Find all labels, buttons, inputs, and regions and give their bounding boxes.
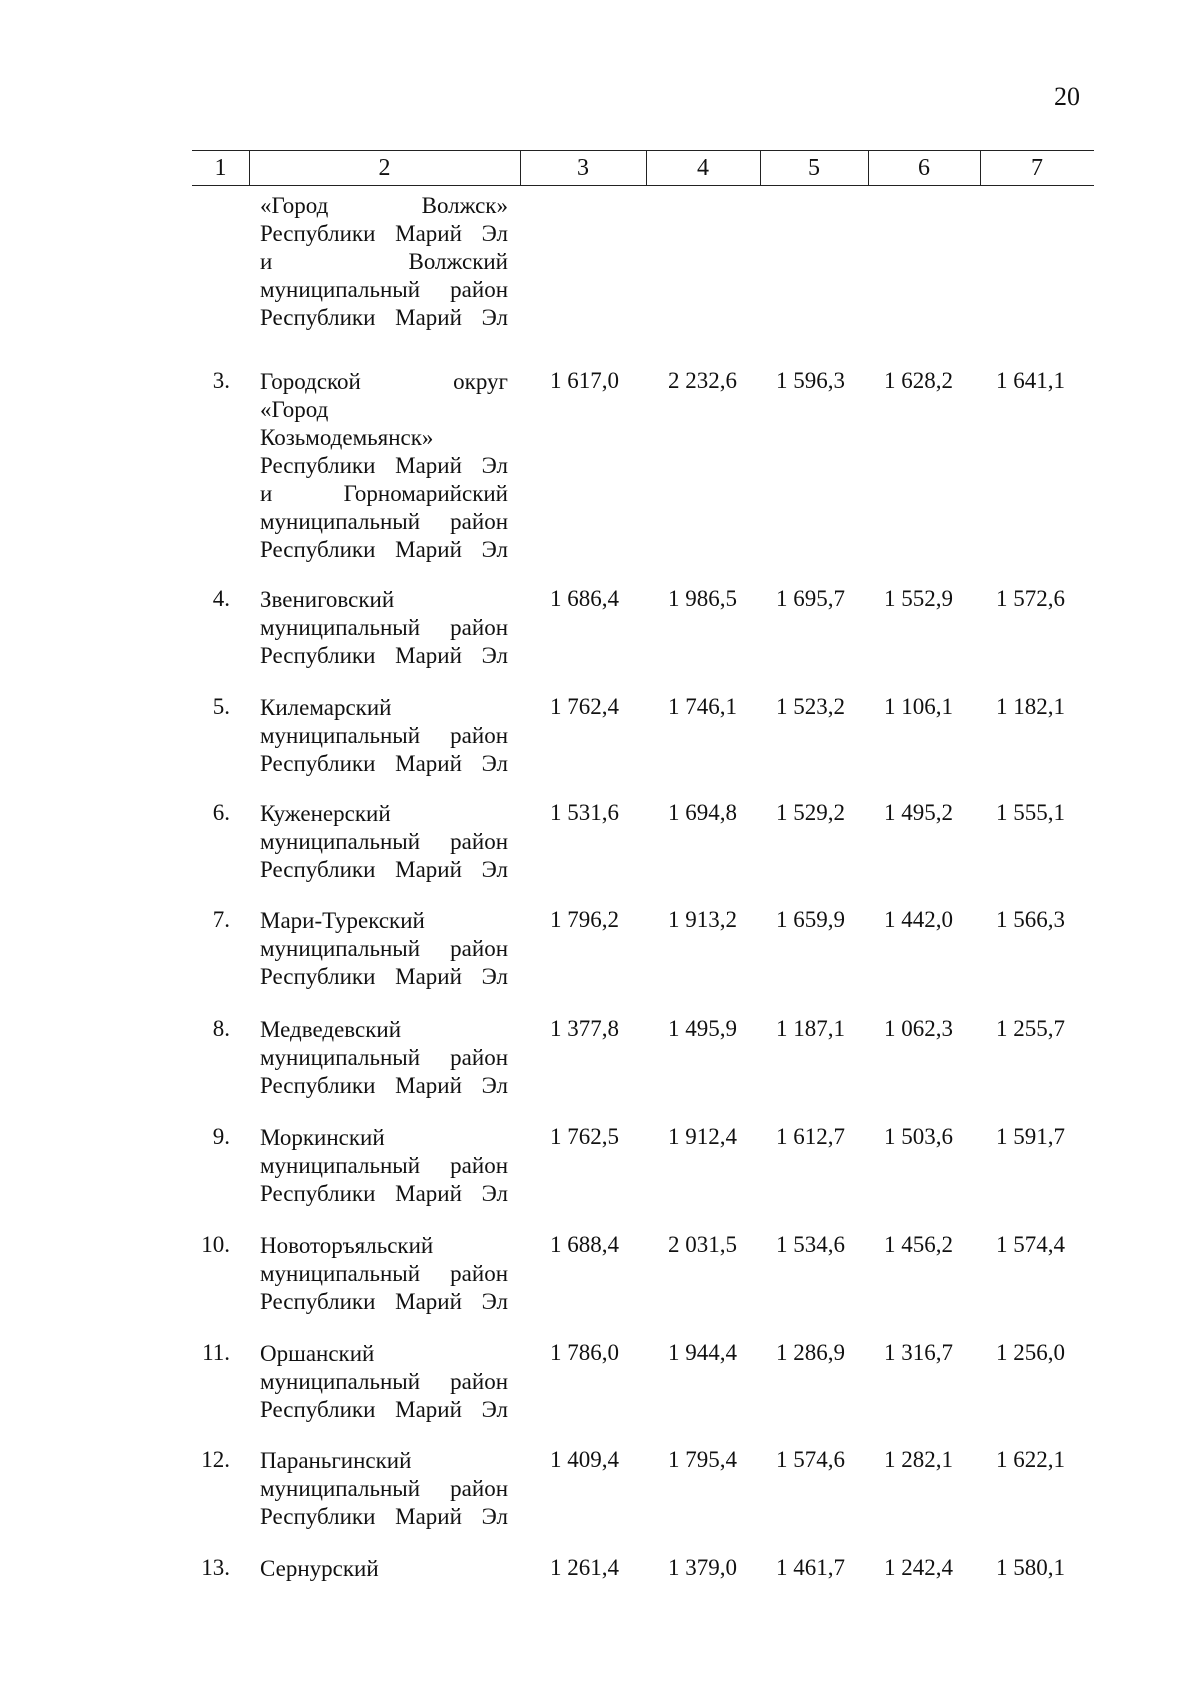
value-col-3: 1 409,4 <box>550 1447 619 1472</box>
row-name <box>260 1232 508 1316</box>
value-col-7: 1 622,1 <box>996 1447 1065 1472</box>
column-header-4: 4 <box>697 155 709 181</box>
row-name <box>260 1447 508 1531</box>
row-number: 6. <box>212 800 230 825</box>
row-name-line: муниципальный район <box>260 936 508 961</box>
value-col-4: 1 495,9 <box>668 1016 737 1041</box>
value-col-6: 1 495,2 <box>884 800 953 825</box>
row-name <box>260 1124 508 1208</box>
row-name <box>260 368 508 564</box>
row-name <box>260 192 508 332</box>
value-col-7: 1 641,1 <box>996 368 1065 393</box>
value-col-7: 1 574,4 <box>996 1232 1065 1257</box>
row-number: 11. <box>202 1340 230 1365</box>
row-name-line: Республики Марий Эл <box>260 643 508 668</box>
row-name-line: Куженерский <box>260 801 391 826</box>
value-col-6: 1 456,2 <box>884 1232 953 1257</box>
row-number: 8. <box>212 1016 230 1041</box>
value-col-3: 1 762,4 <box>550 694 619 719</box>
row-name-line: муниципальный район <box>260 723 508 748</box>
value-col-6: 1 316,7 <box>884 1340 953 1365</box>
value-col-3: 1 688,4 <box>550 1232 619 1257</box>
value-col-5: 1 529,2 <box>776 800 845 825</box>
row-name-line: муниципальный район <box>260 277 508 302</box>
row-name-line: «Город Волжск» <box>260 193 508 218</box>
row-name-line: муниципальный район <box>260 829 508 854</box>
row-name <box>260 586 508 670</box>
column-header-5: 5 <box>808 155 820 181</box>
row-name-line: Республики Марий Эл <box>260 1073 508 1098</box>
row-name-line: Республики Марий Эл <box>260 1289 508 1314</box>
row-name-line: Республики Марий Эл <box>260 964 508 989</box>
value-col-7: 1 580,1 <box>996 1555 1065 1580</box>
value-col-6: 1 503,6 <box>884 1124 953 1149</box>
value-col-4: 1 944,4 <box>668 1340 737 1365</box>
value-col-3: 1 762,5 <box>550 1124 619 1149</box>
row-number: 10. <box>201 1232 230 1257</box>
value-col-5: 1 695,7 <box>776 586 845 611</box>
value-col-7: 1 255,7 <box>996 1016 1065 1041</box>
value-col-3: 1 377,8 <box>550 1016 619 1041</box>
row-name-line: Звениговский <box>260 587 395 612</box>
row-name-line: муниципальный район <box>260 1476 508 1501</box>
page-number: 20 <box>1054 82 1080 111</box>
table-header <box>192 150 1094 186</box>
row-name-line: Республики Марий Эл <box>260 857 508 882</box>
row-name-line: Городской округ <box>260 369 508 394</box>
value-col-3: 1 686,4 <box>550 586 619 611</box>
row-name-line: Параньгинский <box>260 1448 412 1473</box>
row-name-line: Республики Марий Эл <box>260 537 508 562</box>
row-name-line: Республики Марий Эл <box>260 1397 508 1422</box>
value-col-5: 1 612,7 <box>776 1124 845 1149</box>
value-col-4: 1 746,1 <box>668 694 737 719</box>
value-col-7: 1 256,0 <box>996 1340 1065 1365</box>
value-col-6: 1 442,0 <box>884 907 953 932</box>
value-col-3: 1 531,6 <box>550 800 619 825</box>
value-col-3: 1 617,0 <box>550 368 619 393</box>
value-col-4: 2 031,5 <box>668 1232 737 1257</box>
value-col-6: 1 552,9 <box>884 586 953 611</box>
value-col-6: 1 106,1 <box>884 694 953 719</box>
column-header-1: 1 <box>214 155 227 181</box>
row-name-line: Новоторъяльский <box>260 1233 434 1258</box>
value-col-4: 2 232,6 <box>668 368 737 393</box>
value-col-7: 1 572,6 <box>996 586 1065 611</box>
value-col-3: 1 786,0 <box>550 1340 619 1365</box>
column-header-6: 6 <box>918 155 930 181</box>
value-col-4: 1 379,0 <box>668 1555 737 1580</box>
value-col-5: 1 596,3 <box>776 368 845 393</box>
row-name-line: Оршанский <box>260 1341 375 1366</box>
row-name-line: муниципальный район <box>260 615 508 640</box>
value-col-6: 1 282,1 <box>884 1447 953 1472</box>
row-name-line: муниципальный район <box>260 1045 508 1070</box>
row-name <box>260 1016 508 1100</box>
row-name-line: муниципальный район <box>260 509 508 534</box>
row-name-line: Республики Марий Эл <box>260 1504 508 1529</box>
row-number: 5. <box>212 694 230 719</box>
row-number: 4. <box>212 586 230 611</box>
value-col-5: 1 574,6 <box>776 1447 845 1472</box>
row-name <box>260 1340 508 1424</box>
value-col-5: 1 461,7 <box>776 1555 845 1580</box>
value-col-5: 1 534,6 <box>776 1232 845 1257</box>
row-name-line: Республики Марий Эл <box>260 305 508 330</box>
row-name <box>260 800 508 884</box>
value-col-6: 1 062,3 <box>884 1016 953 1041</box>
row-name-line: «Город <box>260 397 329 422</box>
row-number: 13. <box>201 1555 230 1580</box>
row-name-line: Республики Марий Эл <box>260 751 508 776</box>
row-name-line: Мари-Турекский <box>260 908 425 933</box>
row-name-line: Моркинский <box>260 1125 385 1150</box>
row-name-line: и Горномарийский <box>260 481 508 506</box>
row-number: 9. <box>212 1124 230 1149</box>
value-col-6: 1 242,4 <box>884 1555 953 1580</box>
value-col-5: 1 286,9 <box>776 1340 845 1365</box>
value-col-3: 1 796,2 <box>550 907 619 932</box>
row-name-line: Козьмодемьянск» <box>260 425 434 450</box>
row-number: 12. <box>201 1447 230 1472</box>
row-name <box>260 907 508 991</box>
column-header-2: 2 <box>378 155 391 181</box>
value-col-4: 1 912,4 <box>668 1124 737 1149</box>
value-col-5: 1 659,9 <box>776 907 845 932</box>
value-col-7: 1 182,1 <box>996 694 1065 719</box>
row-number: 7. <box>212 907 230 932</box>
row-name <box>260 694 508 778</box>
value-col-4: 1 913,2 <box>668 907 737 932</box>
value-col-6: 1 628,2 <box>884 368 953 393</box>
row-name-line: Медведевский <box>260 1017 402 1042</box>
value-col-5: 1 523,2 <box>776 694 845 719</box>
row-name-line: муниципальный район <box>260 1369 508 1394</box>
row-name-line: муниципальный район <box>260 1261 508 1286</box>
row-name-line: Сернурский <box>260 1556 379 1581</box>
value-col-4: 1 986,5 <box>668 586 737 611</box>
row-number: 3. <box>212 368 230 393</box>
column-header-3: 3 <box>577 155 589 181</box>
value-col-5: 1 187,1 <box>776 1016 845 1041</box>
row-name-line: Республики Марий Эл <box>260 1181 508 1206</box>
value-col-7: 1 591,7 <box>996 1124 1065 1149</box>
row-name-line: Республики Марий Эл <box>260 453 508 478</box>
value-col-4: 1 795,4 <box>668 1447 737 1472</box>
row-name <box>260 1555 508 1583</box>
row-name-line: Килемарский <box>260 695 392 720</box>
column-header-7: 7 <box>1031 155 1043 181</box>
row-name-line: и Волжский <box>260 249 508 274</box>
value-col-7: 1 566,3 <box>996 907 1065 932</box>
value-col-7: 1 555,1 <box>996 800 1065 825</box>
row-name-line: муниципальный район <box>260 1153 508 1178</box>
value-col-4: 1 694,8 <box>668 800 737 825</box>
row-name-line: Республики Марий Эл <box>260 221 508 246</box>
value-col-3: 1 261,4 <box>550 1555 619 1580</box>
